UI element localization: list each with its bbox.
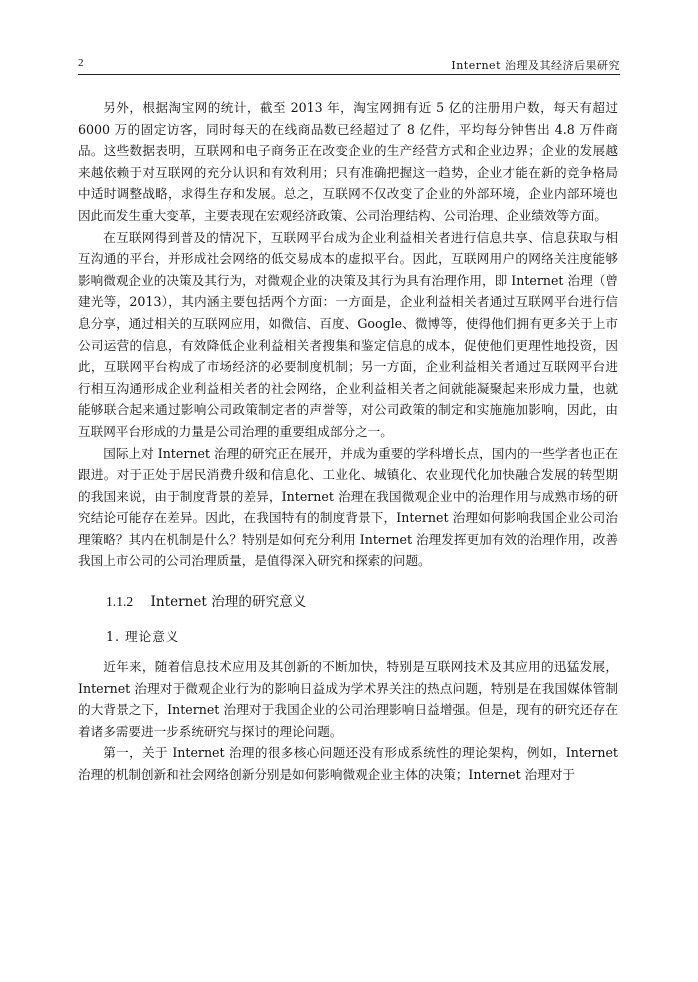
running-title: Internet 治理及其经济后果研究	[451, 59, 620, 72]
paragraph: 近年来，随着信息技术应用及其创新的不断加快，特别是互联网技术及其应用的迅猛发展，Internet 治理对于微观企业行为的影响日益成为学术界关注的热点问题，特别是在我国媒体管制的大背景之下，Internet 治理对于我国企业的公司治理影响日益增强。但是，现有的研究还存在着诸多需要进一步系统研究与探讨的理论问题。	[78, 659, 618, 739]
section-title: Internet 治理的研究意义	[150, 594, 307, 611]
paragraph: 国际上对 Internet 治理的研究正在展开，并成为重要的学科增长点，国内的一些学者也正在跟进。对于正处于居民消费升级和信息化、工业化、城镇化、农业现代化加快融合发展的转型期的我国来说，由于制度背景的差异，Internet 治理在我国微观企业中的治理作用与成熟市场的研究结论可能存在差异。因此，在我国特有的制度背景下，Internet 治理如何影响我国企业公司治理策略？其内在机制是什么？特别是如何充分利用 Internet 治理发挥更加有效的治理作用，改善我国上市公司的公司治理质量，是值得深入研究和探索的问题。	[78, 445, 618, 569]
subsection-heading: 1. 理论意义	[106, 629, 180, 645]
paragraph: 第一，关于 Internet 治理的很多核心问题还没有形成系统性的理论架构，例如，Internet 治理的机制创新和社会网络创新分别是如何影响微观企业主体的决策；Internet 治理对于	[78, 745, 618, 783]
running-header	[78, 56, 620, 75]
page-number: 2	[78, 57, 84, 69]
paragraph: 另外，根据淘宝网的统计，截至 2013 年，淘宝网拥有近 5 亿的注册用户数，每天有超过 6000 万的固定访客，同时每天的在线商品数已经超过了 8 亿件，平均每分钟售出 4.8 万件商品。这些数据表明，互联网和电子商务正在改变企业的生产经营方式和企业边界；企业的发展越来越依赖于对互联网的充分认识和有效利用；只有准确把握这一趋势，企业才能在新的竞争格局中适时调整战略，求得生存和发展。总之，互联网不仅改变了企业的外部环境，企业内部环境也因此而发生重大变革，主要表现在宏观经济政策、公司治理结构、公司治理、企业绩效等方面。	[78, 100, 618, 223]
paragraph: 在互联网得到普及的情况下，互联网平台成为企业利益相关者进行信息共享、信息获取与相互沟通的平台，并形成社会网络的低交易成本的虚拟平台。因此，互联网用户的网络关注度能够影响微观企业的决策及其行为，对微观企业的决策及其行为具有治理作用，即 Internet 治理（曾建光等，2013），其内涵主要包括两个方面：一方面是，企业利益相关者通过互联网平台进行信息分享，通过相关的互联网应用，如微信、百度、Google、微博等，使得他们拥有更多关于上市公司运营的信息，有效降低企业利益相关者搜集和鉴定信息的成本，促使他们更理性地投资，因此，互联网平台构成了市场经济的必要制度机制；另一方面，企业利益相关者通过互联网平台进行相互沟通形成企业利益相关者的社会网络，企业利益相关者之间就能凝聚起来形成力量，也就能够联合起来通过影响公司政策制定者的声誉等，对公司政策的制定和实施施加影响，因此，由互联网平台形成的力量是公司治理的重要组成部分之一。	[78, 229, 618, 439]
section-heading	[78, 591, 618, 613]
page-body	[78, 97, 618, 786]
section-number: 1.1.2	[106, 594, 134, 610]
